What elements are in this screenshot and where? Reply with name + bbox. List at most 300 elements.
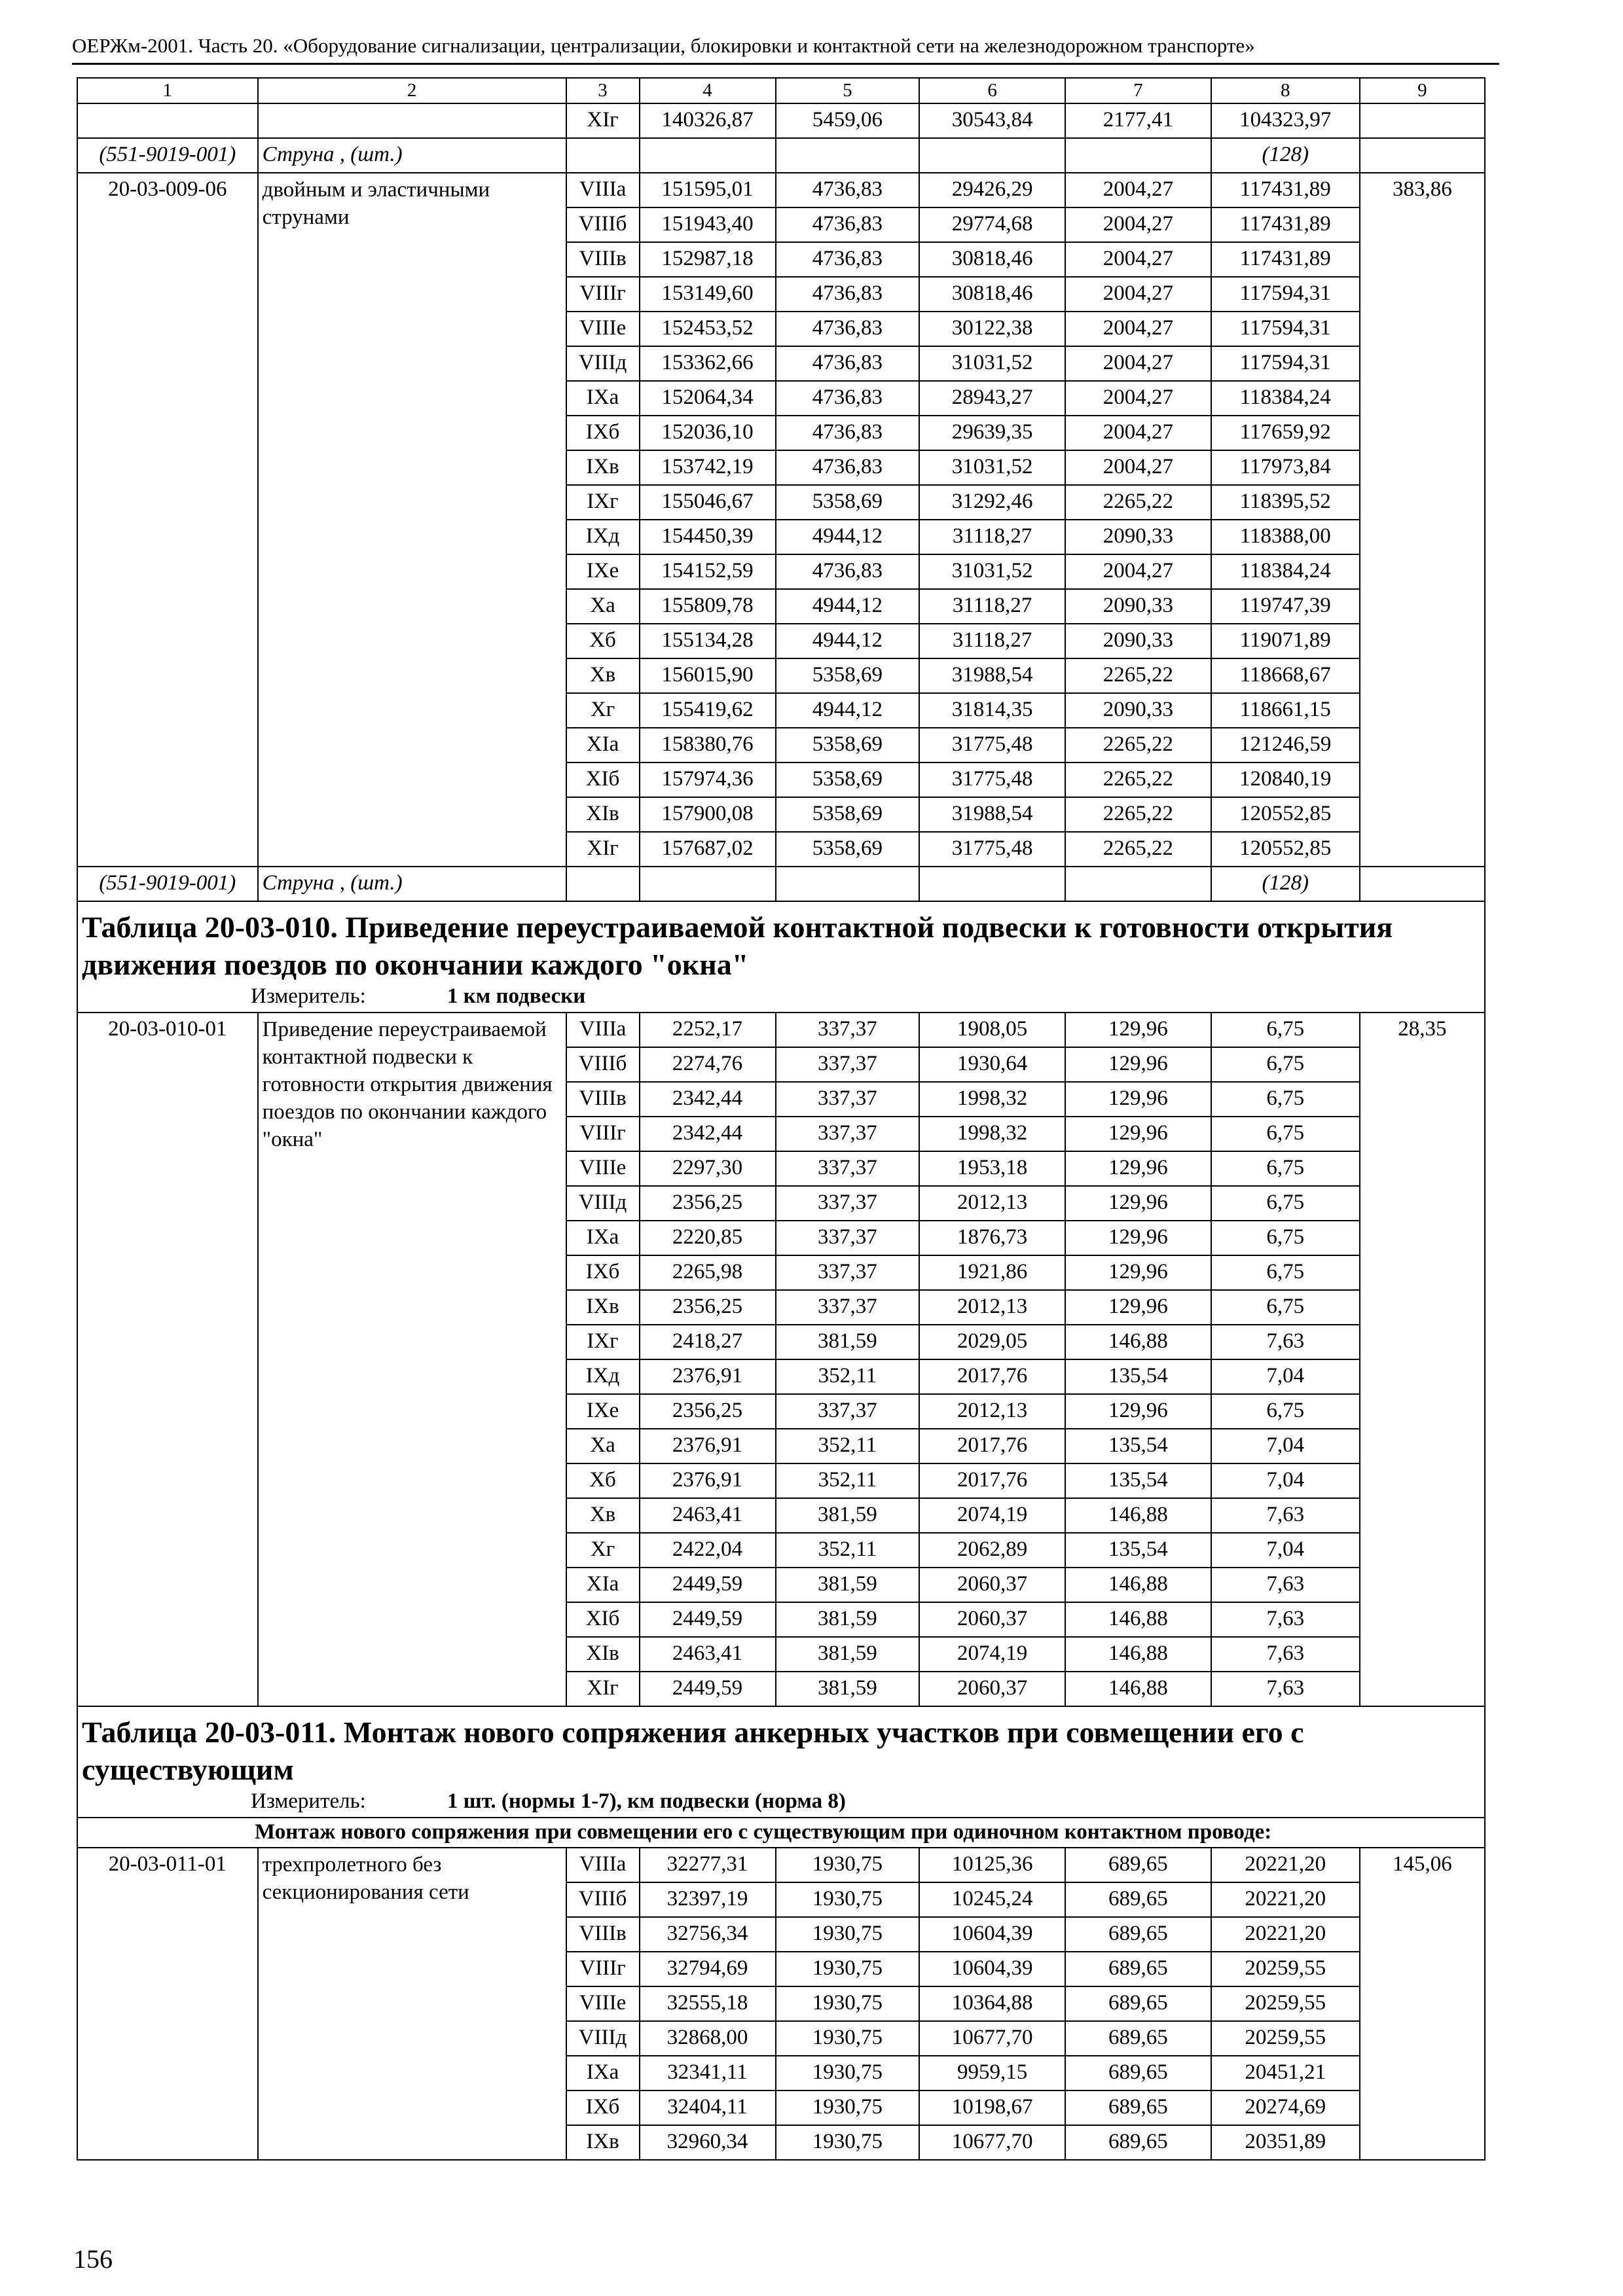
value-cell: 151943,40 bbox=[640, 207, 776, 242]
value-cell: 6,75 bbox=[1211, 1117, 1360, 1151]
value-cell: 135,54 bbox=[1065, 1359, 1211, 1394]
value-cell: 7,63 bbox=[1211, 1498, 1360, 1533]
measure-value: 1 шт. (нормы 1-7), км подвески (норма 8) bbox=[447, 1789, 846, 1813]
value-cell: 2090,33 bbox=[1065, 520, 1211, 554]
value-cell: 2265,98 bbox=[640, 1255, 776, 1290]
value-cell: 4736,83 bbox=[776, 207, 920, 242]
category-cell: VIIIв bbox=[566, 1082, 640, 1117]
value-cell: 6,75 bbox=[1211, 1290, 1360, 1325]
value-cell: 30543,84 bbox=[919, 103, 1065, 138]
value-cell: 6,75 bbox=[1211, 1186, 1360, 1221]
value-cell: 381,59 bbox=[776, 1325, 920, 1359]
value-cell: 152987,18 bbox=[640, 242, 776, 277]
value-cell: 32868,00 bbox=[640, 2021, 776, 2056]
value-cell: 689,65 bbox=[1065, 2125, 1211, 2160]
value-cell: 119747,39 bbox=[1211, 589, 1360, 624]
value-cell: 10125,36 bbox=[919, 1848, 1065, 1882]
value-cell: 118384,24 bbox=[1211, 381, 1360, 416]
value-cell: 10364,88 bbox=[919, 1986, 1065, 2021]
value-cell: 1908,05 bbox=[919, 1013, 1065, 1047]
value-cell: 156015,90 bbox=[640, 658, 776, 693]
category-cell: VIIIа bbox=[566, 1848, 640, 1882]
value-cell: 1930,75 bbox=[776, 2056, 920, 2090]
resource-name: Струна , (шт.) bbox=[258, 138, 566, 173]
value-cell: 2060,37 bbox=[919, 1602, 1065, 1637]
value-cell: 2297,30 bbox=[640, 1151, 776, 1186]
value-cell: 2074,19 bbox=[919, 1637, 1065, 1672]
value-cell: 2004,27 bbox=[1065, 173, 1211, 207]
value-cell: 29639,35 bbox=[919, 416, 1065, 450]
value-cell: 381,59 bbox=[776, 1498, 920, 1533]
value-cell: 135,54 bbox=[1065, 1463, 1211, 1498]
value-cell: 31292,46 bbox=[919, 485, 1065, 520]
value-cell: 5358,69 bbox=[776, 832, 920, 867]
category-cell: IXд bbox=[566, 1359, 640, 1394]
category-cell: VIIIе bbox=[566, 1986, 640, 2021]
category-cell: XIв bbox=[566, 797, 640, 832]
value-cell: 152036,10 bbox=[640, 416, 776, 450]
empty-cell bbox=[566, 867, 640, 901]
column-header: 7 bbox=[1065, 78, 1211, 103]
resource-qty: (128) bbox=[1211, 867, 1360, 901]
value-cell: 129,96 bbox=[1065, 1151, 1211, 1186]
value-cell: 129,96 bbox=[1065, 1013, 1211, 1047]
category-cell: IXе bbox=[566, 1394, 640, 1429]
value-cell: 689,65 bbox=[1065, 2056, 1211, 2090]
value-cell: 10677,70 bbox=[919, 2125, 1065, 2160]
value-cell: 2029,05 bbox=[919, 1325, 1065, 1359]
value-cell: 32277,31 bbox=[640, 1848, 776, 1882]
value-cell: 337,37 bbox=[776, 1255, 920, 1290]
value-cell: 135,54 bbox=[1065, 1429, 1211, 1463]
value-cell: 7,04 bbox=[1211, 1429, 1360, 1463]
value-cell: 2265,22 bbox=[1065, 658, 1211, 693]
value-cell: 2342,44 bbox=[640, 1117, 776, 1151]
value-cell: 120840,19 bbox=[1211, 762, 1360, 797]
value-cell: 2265,22 bbox=[1065, 832, 1211, 867]
category-cell: IXа bbox=[566, 381, 640, 416]
value-cell: 32756,34 bbox=[640, 1917, 776, 1952]
category-cell: XIг bbox=[566, 103, 640, 138]
empty-cell bbox=[776, 867, 920, 901]
value-cell: 31118,27 bbox=[919, 520, 1065, 554]
value-cell: 7,04 bbox=[1211, 1359, 1360, 1394]
value-cell: 352,11 bbox=[776, 1463, 920, 1498]
value-cell: 2252,17 bbox=[640, 1013, 776, 1047]
category-cell: VIIIг bbox=[566, 277, 640, 312]
value-cell: 1998,32 bbox=[919, 1082, 1065, 1117]
value-cell: 2004,27 bbox=[1065, 207, 1211, 242]
measure-row bbox=[77, 983, 1485, 1013]
value-cell: 152064,34 bbox=[640, 381, 776, 416]
category-cell: IXг bbox=[566, 1325, 640, 1359]
value-cell: 2012,13 bbox=[919, 1186, 1065, 1221]
category-cell: VIIIб bbox=[566, 1882, 640, 1917]
resource-code: (551-9019-001) bbox=[77, 138, 258, 173]
measure-cell bbox=[77, 983, 1485, 1013]
table-title-row bbox=[77, 901, 1485, 983]
value-cell: 117594,31 bbox=[1211, 312, 1360, 346]
item-total: 28,35 bbox=[1360, 1013, 1485, 1706]
value-cell: 7,63 bbox=[1211, 1672, 1360, 1706]
value-cell: 155134,28 bbox=[640, 624, 776, 658]
value-cell: 1953,18 bbox=[919, 1151, 1065, 1186]
value-cell: 337,37 bbox=[776, 1290, 920, 1325]
item-code: 20-03-009-06 bbox=[77, 173, 258, 867]
value-cell: 337,37 bbox=[776, 1082, 920, 1117]
value-cell: 32555,18 bbox=[640, 1986, 776, 2021]
value-cell: 7,63 bbox=[1211, 1637, 1360, 1672]
value-cell: 689,65 bbox=[1065, 1952, 1211, 1986]
value-cell: 2004,27 bbox=[1065, 416, 1211, 450]
value-cell: 155809,78 bbox=[640, 589, 776, 624]
value-cell: 155046,67 bbox=[640, 485, 776, 520]
value-cell: 381,59 bbox=[776, 1637, 920, 1672]
value-cell: 157900,08 bbox=[640, 797, 776, 832]
category-cell: VIIIе bbox=[566, 312, 640, 346]
value-cell: 4736,83 bbox=[776, 173, 920, 207]
value-cell: 121246,59 bbox=[1211, 728, 1360, 762]
value-cell: 2220,85 bbox=[640, 1221, 776, 1255]
column-header: 3 bbox=[566, 78, 640, 103]
value-cell: 31118,27 bbox=[919, 624, 1065, 658]
empty-cell bbox=[77, 103, 258, 138]
value-cell: 129,96 bbox=[1065, 1290, 1211, 1325]
value-cell: 20221,20 bbox=[1211, 1917, 1360, 1952]
table-title-row bbox=[77, 1706, 1485, 1788]
category-cell: IXа bbox=[566, 1221, 640, 1255]
value-cell: 2012,13 bbox=[919, 1394, 1065, 1429]
value-cell: 2017,76 bbox=[919, 1359, 1065, 1394]
table-row bbox=[77, 173, 1485, 207]
value-cell: 146,88 bbox=[1065, 1637, 1211, 1672]
category-cell: IXе bbox=[566, 554, 640, 589]
value-cell: 117431,89 bbox=[1211, 207, 1360, 242]
measure-cell bbox=[77, 1788, 1485, 1818]
table-title: Таблица 20-03-011. Монтаж нового сопряжения анкерных участков при совмещении его с существующим bbox=[77, 1706, 1485, 1788]
value-cell: 2017,76 bbox=[919, 1429, 1065, 1463]
category-cell: IXг bbox=[566, 485, 640, 520]
subheading-row bbox=[77, 1818, 1485, 1848]
value-cell: 129,96 bbox=[1065, 1047, 1211, 1082]
category-cell: VIIIе bbox=[566, 1151, 640, 1186]
value-cell: 2265,22 bbox=[1065, 485, 1211, 520]
value-cell: 2004,27 bbox=[1065, 450, 1211, 485]
value-cell: 2449,59 bbox=[640, 1568, 776, 1602]
resource-row bbox=[77, 138, 1485, 173]
category-cell: XIб bbox=[566, 1602, 640, 1637]
value-cell: 1930,75 bbox=[776, 1848, 920, 1882]
value-cell: 2090,33 bbox=[1065, 693, 1211, 728]
value-cell: 20221,20 bbox=[1211, 1882, 1360, 1917]
table-row bbox=[77, 103, 1485, 138]
category-cell: XIа bbox=[566, 728, 640, 762]
value-cell: 146,88 bbox=[1065, 1672, 1211, 1706]
value-cell: 1930,75 bbox=[776, 1986, 920, 2021]
category-cell: XIа bbox=[566, 1568, 640, 1602]
value-cell: 2274,76 bbox=[640, 1047, 776, 1082]
value-cell: 31031,52 bbox=[919, 346, 1065, 381]
value-cell: 146,88 bbox=[1065, 1325, 1211, 1359]
category-cell: IXб bbox=[566, 1255, 640, 1290]
value-cell: 31814,35 bbox=[919, 693, 1065, 728]
resource-code: (551-9019-001) bbox=[77, 867, 258, 901]
value-cell: 20221,20 bbox=[1211, 1848, 1360, 1882]
value-cell: 5358,69 bbox=[776, 762, 920, 797]
measure-value: 1 км подвески bbox=[447, 984, 586, 1008]
value-cell: 4736,83 bbox=[776, 381, 920, 416]
category-cell: VIIIа bbox=[566, 173, 640, 207]
value-cell: 689,65 bbox=[1065, 1882, 1211, 1917]
category-cell: VIIIд bbox=[566, 346, 640, 381]
category-cell: VIIIа bbox=[566, 1013, 640, 1047]
value-cell: 337,37 bbox=[776, 1151, 920, 1186]
category-cell: VIIIг bbox=[566, 1952, 640, 1986]
category-cell: IXб bbox=[566, 2090, 640, 2125]
value-cell: 352,11 bbox=[776, 1359, 920, 1394]
value-cell: 4944,12 bbox=[776, 624, 920, 658]
empty-cell bbox=[919, 867, 1065, 901]
value-cell: 140326,87 bbox=[640, 103, 776, 138]
column-header: 1 bbox=[77, 78, 258, 103]
value-cell: 32960,34 bbox=[640, 2125, 776, 2160]
category-cell: IXа bbox=[566, 2056, 640, 2090]
resource-qty: (128) bbox=[1211, 138, 1360, 173]
value-cell: 4736,83 bbox=[776, 346, 920, 381]
value-cell: 381,59 bbox=[776, 1602, 920, 1637]
page-number: 156 bbox=[73, 2244, 113, 2274]
value-cell: 4736,83 bbox=[776, 554, 920, 589]
page-header: ОЕРЖм-2001. Часть 20. «Оборудование сигнализации, централизации, блокировки и контактной сети на железнодорожном транспорте» bbox=[72, 31, 1499, 65]
value-cell: 6,75 bbox=[1211, 1013, 1360, 1047]
category-cell: Xб bbox=[566, 624, 640, 658]
value-cell: 7,04 bbox=[1211, 1463, 1360, 1498]
value-cell: 146,88 bbox=[1065, 1498, 1211, 1533]
value-cell: 4736,83 bbox=[776, 312, 920, 346]
value-cell: 1930,75 bbox=[776, 2021, 920, 2056]
value-cell: 10604,39 bbox=[919, 1952, 1065, 1986]
value-cell: 154450,39 bbox=[640, 520, 776, 554]
value-cell: 118395,52 bbox=[1211, 485, 1360, 520]
value-cell: 337,37 bbox=[776, 1013, 920, 1047]
value-cell: 30818,46 bbox=[919, 277, 1065, 312]
value-cell: 30122,38 bbox=[919, 312, 1065, 346]
value-cell: 31988,54 bbox=[919, 658, 1065, 693]
value-cell: 120552,85 bbox=[1211, 797, 1360, 832]
category-cell: VIIIв bbox=[566, 242, 640, 277]
measure-row bbox=[77, 1788, 1485, 1818]
value-cell: 20451,21 bbox=[1211, 2056, 1360, 2090]
value-cell: 2449,59 bbox=[640, 1672, 776, 1706]
empty-cell bbox=[640, 867, 776, 901]
category-cell: Xв bbox=[566, 1498, 640, 1533]
value-cell: 2265,22 bbox=[1065, 797, 1211, 832]
value-cell: 129,96 bbox=[1065, 1117, 1211, 1151]
value-cell: 32794,69 bbox=[640, 1952, 776, 1986]
value-cell: 2418,27 bbox=[640, 1325, 776, 1359]
value-cell: 337,37 bbox=[776, 1117, 920, 1151]
value-cell: 2060,37 bbox=[919, 1672, 1065, 1706]
empty-cell bbox=[919, 138, 1065, 173]
category-cell: VIIIд bbox=[566, 2021, 640, 2056]
value-cell: 135,54 bbox=[1065, 1533, 1211, 1568]
value-cell: 2062,89 bbox=[919, 1533, 1065, 1568]
empty-cell bbox=[776, 138, 920, 173]
value-cell: 2342,44 bbox=[640, 1082, 776, 1117]
empty-cell bbox=[1065, 138, 1211, 173]
column-header: 9 bbox=[1360, 78, 1485, 103]
value-cell: 337,37 bbox=[776, 1186, 920, 1221]
value-cell: 117594,31 bbox=[1211, 346, 1360, 381]
value-cell: 4736,83 bbox=[776, 242, 920, 277]
table-title: Таблица 20-03-010. Приведение переустраиваемой контактной подвески к готовности открытия движения поездов по окончании каждого "окна" bbox=[77, 901, 1485, 983]
value-cell: 118384,24 bbox=[1211, 554, 1360, 589]
value-cell: 153149,60 bbox=[640, 277, 776, 312]
value-cell: 31775,48 bbox=[919, 728, 1065, 762]
empty-cell bbox=[640, 138, 776, 173]
value-cell: 2463,41 bbox=[640, 1498, 776, 1533]
category-cell: Xа bbox=[566, 1429, 640, 1463]
item-description: Приведение переустраиваемой контактной подвески к готовности открытия движения поездов по окончании каждого "окна" bbox=[258, 1013, 566, 1706]
value-cell: 119071,89 bbox=[1211, 624, 1360, 658]
value-cell: 31775,48 bbox=[919, 762, 1065, 797]
value-cell: 2004,27 bbox=[1065, 242, 1211, 277]
value-cell: 158380,76 bbox=[640, 728, 776, 762]
value-cell: 2376,91 bbox=[640, 1359, 776, 1394]
category-cell: Xв bbox=[566, 658, 640, 693]
item-description: двойным и эластичными струнами bbox=[258, 173, 566, 867]
value-cell: 10245,24 bbox=[919, 1882, 1065, 1917]
value-cell: 31118,27 bbox=[919, 589, 1065, 624]
value-cell: 30818,46 bbox=[919, 242, 1065, 277]
value-cell: 1998,32 bbox=[919, 1117, 1065, 1151]
value-cell: 29774,68 bbox=[919, 207, 1065, 242]
value-cell: 32341,11 bbox=[640, 2056, 776, 2090]
value-cell: 117594,31 bbox=[1211, 277, 1360, 312]
category-cell: VIIIб bbox=[566, 1047, 640, 1082]
value-cell: 31988,54 bbox=[919, 797, 1065, 832]
category-cell: VIIIв bbox=[566, 1917, 640, 1952]
category-cell: Xа bbox=[566, 589, 640, 624]
value-cell: 381,59 bbox=[776, 1672, 920, 1706]
subheading: Монтаж нового сопряжения при совмещении его с существующим при одиночном контактном проводе: bbox=[77, 1818, 1485, 1848]
value-cell: 20351,89 bbox=[1211, 2125, 1360, 2160]
value-cell: 2376,91 bbox=[640, 1463, 776, 1498]
value-cell: 129,96 bbox=[1065, 1186, 1211, 1221]
value-cell: 5358,69 bbox=[776, 485, 920, 520]
category-cell: Xг bbox=[566, 1533, 640, 1568]
empty-cell bbox=[1065, 867, 1211, 901]
category-cell: VIIIб bbox=[566, 207, 640, 242]
value-cell: 10198,67 bbox=[919, 2090, 1065, 2125]
value-cell: 117659,92 bbox=[1211, 416, 1360, 450]
value-cell: 337,37 bbox=[776, 1221, 920, 1255]
column-header: 6 bbox=[919, 78, 1065, 103]
value-cell: 1930,75 bbox=[776, 1882, 920, 1917]
value-cell: 4944,12 bbox=[776, 589, 920, 624]
column-header: 8 bbox=[1211, 78, 1360, 103]
value-cell: 7,63 bbox=[1211, 1602, 1360, 1637]
value-cell: 2004,27 bbox=[1065, 554, 1211, 589]
column-header-row bbox=[77, 78, 1485, 103]
category-cell: XIв bbox=[566, 1637, 640, 1672]
value-cell: 7,63 bbox=[1211, 1568, 1360, 1602]
value-cell: 1930,75 bbox=[776, 1952, 920, 1986]
value-cell: 118668,67 bbox=[1211, 658, 1360, 693]
value-cell: 129,96 bbox=[1065, 1082, 1211, 1117]
value-cell: 31031,52 bbox=[919, 450, 1065, 485]
value-cell: 4736,83 bbox=[776, 416, 920, 450]
value-cell: 6,75 bbox=[1211, 1255, 1360, 1290]
value-cell: 2004,27 bbox=[1065, 346, 1211, 381]
value-cell: 2422,04 bbox=[640, 1533, 776, 1568]
value-cell: 129,96 bbox=[1065, 1394, 1211, 1429]
value-cell: 2004,27 bbox=[1065, 381, 1211, 416]
category-cell: XIб bbox=[566, 762, 640, 797]
value-cell: 2012,13 bbox=[919, 1290, 1065, 1325]
value-cell: 9959,15 bbox=[919, 2056, 1065, 2090]
value-cell: 152453,52 bbox=[640, 312, 776, 346]
value-cell: 4944,12 bbox=[776, 693, 920, 728]
category-cell: Xб bbox=[566, 1463, 640, 1498]
value-cell: 2449,59 bbox=[640, 1602, 776, 1637]
value-cell: 689,65 bbox=[1065, 1848, 1211, 1882]
category-cell: IXв bbox=[566, 450, 640, 485]
value-cell: 153362,66 bbox=[640, 346, 776, 381]
value-cell: 1930,75 bbox=[776, 2090, 920, 2125]
category-cell: IXд bbox=[566, 520, 640, 554]
value-cell: 6,75 bbox=[1211, 1082, 1360, 1117]
value-cell: 2090,33 bbox=[1065, 624, 1211, 658]
value-cell: 157974,36 bbox=[640, 762, 776, 797]
value-cell: 381,59 bbox=[776, 1568, 920, 1602]
category-cell: XIг bbox=[566, 1672, 640, 1706]
value-cell: 10677,70 bbox=[919, 2021, 1065, 2056]
value-cell: 337,37 bbox=[776, 1047, 920, 1082]
value-cell: 118388,00 bbox=[1211, 520, 1360, 554]
value-cell: 104323,97 bbox=[1211, 103, 1360, 138]
empty-cell bbox=[258, 103, 566, 138]
category-cell: XIг bbox=[566, 832, 640, 867]
value-cell: 7,04 bbox=[1211, 1533, 1360, 1568]
value-cell: 6,75 bbox=[1211, 1221, 1360, 1255]
value-cell: 157687,02 bbox=[640, 832, 776, 867]
value-cell: 20259,55 bbox=[1211, 1986, 1360, 2021]
value-cell: 7,63 bbox=[1211, 1325, 1360, 1359]
value-cell: 151595,01 bbox=[640, 173, 776, 207]
item-description: трехпролетного без секционирования сети bbox=[258, 1848, 566, 2160]
empty-cell bbox=[566, 138, 640, 173]
value-cell: 1921,86 bbox=[919, 1255, 1065, 1290]
empty-cell bbox=[1360, 138, 1485, 173]
value-cell: 2356,25 bbox=[640, 1290, 776, 1325]
value-cell: 155419,62 bbox=[640, 693, 776, 728]
value-cell: 5358,69 bbox=[776, 658, 920, 693]
value-cell: 146,88 bbox=[1065, 1568, 1211, 1602]
value-cell: 32404,11 bbox=[640, 2090, 776, 2125]
value-cell: 28943,27 bbox=[919, 381, 1065, 416]
value-cell: 689,65 bbox=[1065, 2021, 1211, 2056]
value-cell: 5459,06 bbox=[776, 103, 920, 138]
value-cell: 10604,39 bbox=[919, 1917, 1065, 1952]
category-cell: VIIIг bbox=[566, 1117, 640, 1151]
item-total: 145,06 bbox=[1360, 1848, 1485, 2160]
value-cell: 4736,83 bbox=[776, 450, 920, 485]
value-cell: 2356,25 bbox=[640, 1186, 776, 1221]
value-cell: 2060,37 bbox=[919, 1568, 1065, 1602]
value-cell: 5358,69 bbox=[776, 797, 920, 832]
table-row bbox=[77, 1848, 1485, 1882]
